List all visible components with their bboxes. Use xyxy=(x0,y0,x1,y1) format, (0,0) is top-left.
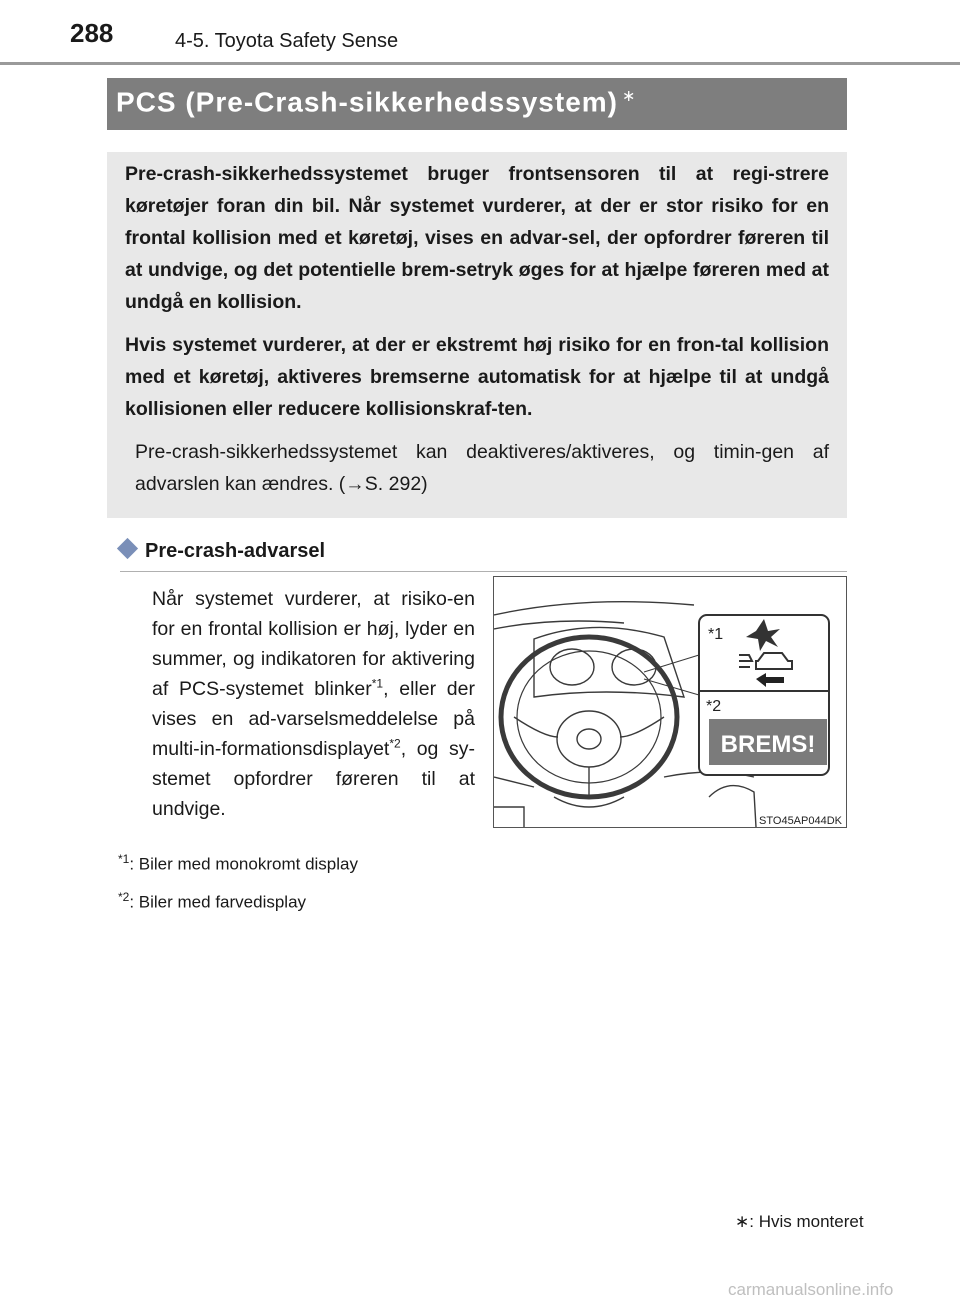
footnote-2-marker: *2 xyxy=(118,890,130,904)
body-text-3: , og sy-stemet opfordrer føreren til at undvige. xyxy=(152,738,475,820)
intro-paragraph-2: Hvis systemet vurderer, at der er ekstremt høj risiko for en fron-tal kollision med et køretøj, aktiveres bremserne automatisk for at hjælpe til at undgå kollisionen eller reducere kollisionskraf-ten. xyxy=(125,334,829,420)
page-title xyxy=(116,86,636,118)
footnote-2-text: : Biler med farvedisplay xyxy=(129,892,307,912)
subsection-body xyxy=(152,584,475,824)
body-text-1: Når systemet vurderer, at risiko-en for en frontal kollision er høj, lyder en summer, og indikatoren for aktivering af PCS-systemet blinker xyxy=(152,588,475,700)
footnote-1 xyxy=(118,852,358,875)
footnote-1-marker: *1 xyxy=(118,852,130,866)
subsection-heading-text: Pre-crash-advarsel xyxy=(145,540,326,562)
subsection-rule xyxy=(120,571,847,572)
intro-note xyxy=(125,436,829,500)
dashboard-illustration xyxy=(494,577,847,828)
intro-note-text: Pre-crash-sikkerhedssystemet kan deaktiveres/aktiveres, og timin-gen af advarslen kan ændres. ( xyxy=(135,441,829,495)
dashboard-figure xyxy=(493,576,847,828)
title-marker: ∗ xyxy=(621,88,637,105)
footnote-1-text: : Biler med monokromt display xyxy=(129,854,358,874)
header-rule xyxy=(0,62,960,65)
figure-code: STO45AP044DK xyxy=(759,815,842,827)
watermark: carmanualsonline.info xyxy=(728,1280,894,1299)
title-text: PCS (Pre-Crash-sikkerhedssystem) xyxy=(116,86,618,118)
page-reference-link[interactable]: S. 292) xyxy=(364,473,428,495)
lower-console xyxy=(709,786,756,827)
page-number: 288 xyxy=(70,18,114,48)
dashboard-outline xyxy=(494,602,694,615)
footnote-ref-1: *1 xyxy=(371,676,384,691)
intro-paragraph-1: Pre-crash-sikkerhedssystemet bruger frontsensoren til at regi-strere køretøjer foran din bil. Når systemet vurderer, at der er stor risiko for en frontal kollision med et køretøj, vises en advar-sel, der opfordrer føreren til at undvige, og det potentielle brem-setryk øges for at hjælpe føreren med at undgå en kollision. xyxy=(125,163,829,313)
callout-label-1: *1 xyxy=(708,626,724,643)
callout-label-2: *2 xyxy=(706,698,722,715)
footnote-2 xyxy=(118,890,306,913)
brems-message: BREMS! xyxy=(720,731,816,758)
intro-box xyxy=(107,152,847,518)
body-text-2: , eller der vises en ad-varselsmeddelelse på multi-in-formationsdisplayet xyxy=(152,678,475,760)
footnote-ref-2: *2 xyxy=(389,736,401,751)
diamond-icon xyxy=(117,538,138,559)
section-label: 4-5. Toyota Safety Sense xyxy=(175,30,399,52)
arrow-icon: → xyxy=(345,473,365,495)
page-footnote: ∗: Hvis monteret xyxy=(735,1212,864,1231)
subsection-heading xyxy=(120,540,325,563)
